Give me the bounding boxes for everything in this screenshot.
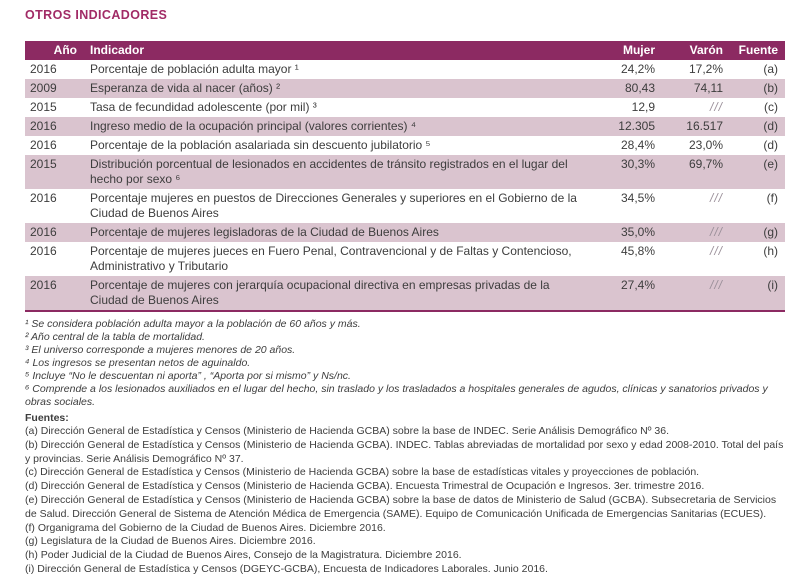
row-indicator: Porcentaje de la población asalariada sin descuento jubilatorio ⁵ — [90, 138, 431, 152]
table-row — [25, 189, 785, 223]
column-header-year: Año — [25, 41, 82, 60]
row-female-value: 12.305 — [618, 119, 655, 133]
row-year: 2016 — [30, 278, 57, 292]
row-year: 2016 — [30, 244, 57, 258]
footnote: ³ El universo corresponde a mujeres menores de 20 años. — [25, 344, 296, 356]
row-source: (i) — [767, 278, 778, 292]
source-item: (e) Dirección General de Estadística y Censos (Ministerio de Hacienda GCBA) sobre la base de datos de Ministerio de Salud (GCBA). Subsecretaria de Servicios de Salud. Dirección General de Sistema de Atención Médica de Emergencia (SAME). Equipo de Comunicación Unificada de Emergencias Sanitarias (ECUES). — [25, 493, 777, 520]
row-indicator: Porcentaje de mujeres jueces en Fuero Penal, Contravencional y de Faltas y Contencioso, Administrativo y Tributario — [90, 244, 572, 273]
row-source: (d) — [763, 138, 778, 152]
row-source: (b) — [763, 81, 778, 95]
row-male-value: /// — [709, 244, 723, 258]
table-row — [25, 60, 785, 79]
row-indicator: Porcentaje de mujeres con jerarquía ocupacional directiva en empresas privadas de la Ciudad de Buenos Aires — [90, 278, 550, 307]
row-female-value: 30,3% — [620, 157, 655, 171]
table-row — [25, 117, 785, 136]
table-row — [25, 276, 785, 311]
page-title: OTROS INDICADORES — [25, 8, 168, 22]
footnote: ¹ Se considera población adulta mayor a la población de 60 años y más. — [25, 318, 361, 330]
row-source: (d) — [763, 119, 778, 133]
row-female-value: 24,2% — [620, 62, 655, 76]
row-indicator: Esperanza de vida al nacer (años) ² — [90, 81, 281, 95]
table-header-row — [25, 41, 785, 60]
row-female-value: 27,4% — [620, 278, 655, 292]
row-male-value: /// — [709, 191, 723, 205]
row-year: 2016 — [30, 119, 57, 133]
row-male-value: 23,0% — [688, 138, 723, 152]
row-year: 2016 — [30, 138, 57, 152]
indicators-table — [25, 41, 785, 312]
source-item: (i) Dirección General de Estadística y Censos (DGEYC-GCBA), Encuesta de Indicadores Laborales. Junio 2016. — [25, 562, 548, 575]
source-item: (g) Legislatura de la Ciudad de Buenos Aires. Diciembre 2016. — [25, 535, 316, 548]
footnotes-section — [25, 318, 785, 409]
table-body — [25, 60, 785, 311]
footnote: ⁴ Los ingresos se presentan netos de aguinaldo. — [25, 357, 251, 369]
source-item: (f) Organigrama del Gobierno de la Ciudad de Buenos Aires. Diciembre 2016. — [25, 521, 386, 534]
row-male-value: 17,2% — [688, 62, 723, 76]
table-row — [25, 242, 785, 276]
row-source: (g) — [763, 225, 778, 239]
table-row — [25, 136, 785, 155]
column-header-indicator: Indicador — [82, 41, 587, 60]
row-year: 2016 — [30, 225, 57, 239]
row-male-value: 69,7% — [688, 157, 723, 171]
column-header-male: Varón — [657, 41, 725, 60]
row-female-value: 35,0% — [620, 225, 655, 239]
table-row — [25, 98, 785, 117]
row-indicator: Porcentaje de mujeres legisladoras de la Ciudad de Buenos Aires — [90, 225, 439, 239]
row-male-value: /// — [709, 100, 723, 114]
sources-label: Fuentes: — [25, 412, 69, 424]
row-year: 2009 — [30, 81, 57, 95]
row-male-value: 16.517 — [686, 119, 723, 133]
row-source: (a) — [763, 62, 778, 76]
source-item: (a) Dirección General de Estadística y Censos (Ministerio de Hacienda GCBA) sobre la base de INDEC. Serie Análisis Demográfico Nº 36. — [25, 425, 670, 437]
row-female-value: 34,5% — [620, 191, 655, 205]
source-item: (d) Dirección General de Estadística y Censos (Ministerio de Hacienda GCBA). Encuesta Trimestral de Ocupación e Ingresos. 3er. trimestre 2016. — [25, 480, 705, 493]
row-female-value: 45,8% — [620, 244, 655, 258]
source-item: (h) Poder Judicial de la Ciudad de Buenos Aires, Consejo de la Magistratura. Diciembre 2016. — [25, 549, 462, 562]
row-indicator: Porcentaje mujeres en puestos de Direcciones Generales y superiores en el Gobierno de la Ciudad de Buenos Aires — [90, 191, 577, 220]
footnote: ⁶ Comprende a los lesionados auxiliados en el lugar del hecho, sin traslado y los trasladados a hospitales generales de agudos, clínicas y sanatorios privados y obras sociales. — [25, 383, 768, 408]
row-female-value: 28,4% — [620, 138, 655, 152]
table-row — [25, 155, 785, 189]
row-source: (h) — [763, 244, 778, 258]
source-item: (c) Dirección General de Estadística y Censos (Ministerio de Hacienda GCBA) sobre la base de estadísticas vitales y proyecciones de población. — [25, 466, 700, 479]
row-source: (c) — [764, 100, 778, 114]
row-indicator: Porcentaje de población adulta mayor ¹ — [90, 62, 299, 76]
row-year: 2016 — [30, 191, 57, 205]
table-row — [25, 223, 785, 242]
footnote: ² Año central de la tabla de mortalidad. — [25, 331, 205, 343]
row-year: 2015 — [30, 157, 57, 171]
row-male-value: /// — [709, 278, 723, 292]
row-female-value: 80,43 — [624, 81, 655, 95]
row-indicator: Distribución porcentual de lesionados en accidentes de tránsito registrados en el lugar del hecho por sexo ⁶ — [90, 157, 568, 186]
row-year: 2016 — [30, 62, 57, 76]
column-header-source: Fuente — [725, 41, 785, 60]
row-male-value: /// — [709, 225, 723, 239]
sources-section — [25, 411, 785, 577]
footnote: ⁵ Incluye “No le descuentan ni aporta” , “Aporta por si mismo” y Ns/nc. — [25, 370, 351, 382]
row-indicator: Tasa de fecundidad adolescente (por mil) ³ — [90, 100, 317, 114]
row-female-value: 12,9 — [631, 100, 655, 114]
row-year: 2015 — [30, 100, 57, 114]
column-header-female: Mujer — [587, 41, 657, 60]
row-male-value: 74,11 — [693, 81, 723, 95]
row-source: (f) — [766, 191, 778, 205]
source-item: (b) Dirección General de Estadística y Censos (Ministerio de Hacienda GCBA). INDEC. Tablas abreviadas de mortalidad por sexo y edad 2008-2010. Total del país y provincias. Serie Análisis Demográfico Nº 37. — [25, 438, 784, 465]
table-header — [25, 41, 785, 60]
table-row — [25, 79, 785, 98]
row-source: (e) — [763, 157, 778, 171]
row-indicator: Ingreso medio de la ocupación principal (valores corrientes) ⁴ — [90, 119, 416, 133]
